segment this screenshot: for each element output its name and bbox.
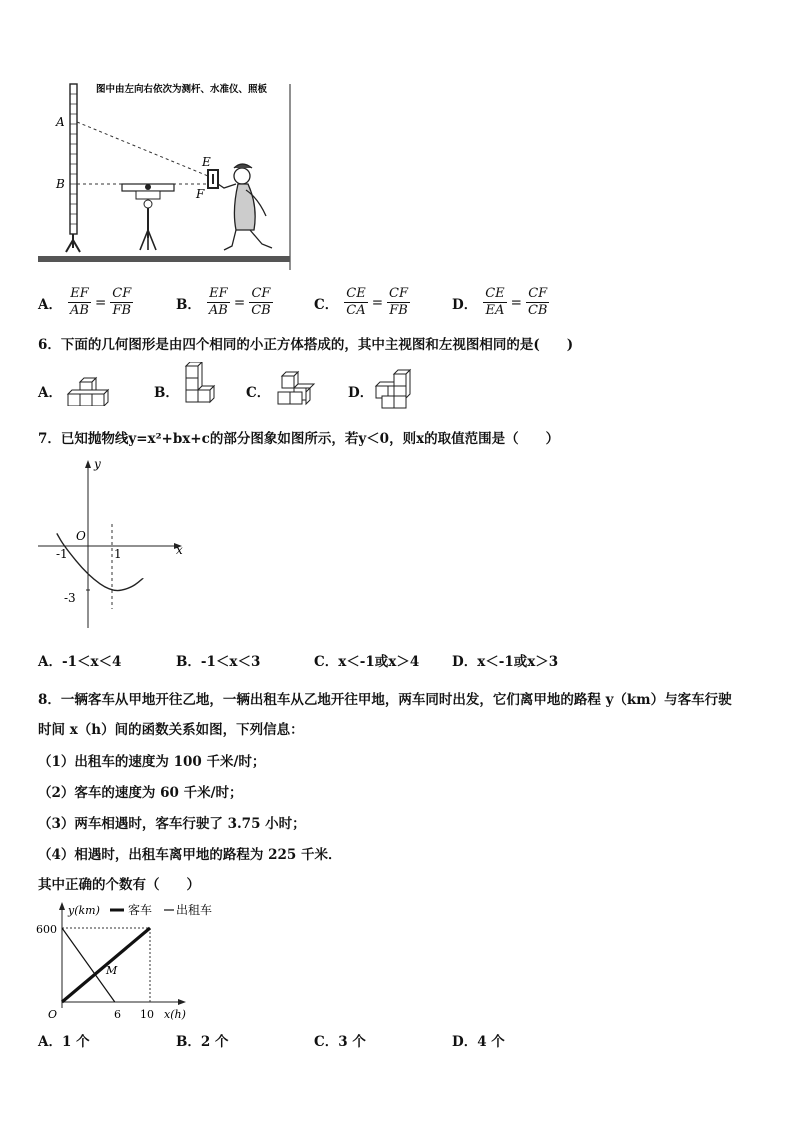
q6-option-a-label: A． bbox=[38, 385, 62, 401]
q6-option-d-cubes bbox=[372, 366, 418, 410]
point-a-label: A bbox=[56, 115, 65, 129]
q8-y-axis-label: y(km) bbox=[68, 904, 100, 917]
q7-option-a: A．-1＜x＜4 bbox=[38, 654, 122, 670]
q8-x6-label: 6 bbox=[114, 1008, 121, 1020]
q7-parabola-curve bbox=[57, 533, 143, 590]
sight-line-a bbox=[77, 122, 208, 176]
q6-option-c-label: C． bbox=[246, 385, 271, 401]
q7-neg-three-label: -3 bbox=[64, 591, 76, 605]
q8-item-2: （2）客车的速度为 60 千米/时； bbox=[38, 785, 243, 801]
q6-option-c-cubes bbox=[274, 368, 318, 408]
q8-meet-label: M bbox=[106, 964, 118, 977]
q7-option-b: B．-1＜x＜3 bbox=[176, 654, 261, 670]
q7-x-label: x bbox=[176, 543, 183, 557]
q8-question: 其中正确的个数有（ ） bbox=[38, 877, 200, 893]
q5-option-c: C． $\frac{CE}{CA}$ = $\frac{CF}{FB}$ bbox=[314, 286, 408, 318]
q8-stem-line2: 时间 x（h）间的函数关系如图，下列信息： bbox=[38, 722, 304, 738]
q5-figure bbox=[36, 80, 292, 272]
q8-option-d: D．4 个 bbox=[452, 1034, 505, 1050]
q5-illustration bbox=[36, 80, 292, 272]
surveyor-person bbox=[218, 164, 272, 250]
q5-figure-caption: 图中由左向右依次为测杆、水准仪、照板 bbox=[96, 84, 268, 95]
q5-option-a: A． $\frac{EF}{AB}$ = $\frac{CF}{FB}$ bbox=[38, 286, 132, 318]
q5-option-b: B． $\frac{EF}{AB}$ = $\frac{CF}{CB}$ bbox=[176, 286, 271, 318]
ground bbox=[38, 256, 290, 262]
q6-option-b-label: B． bbox=[154, 385, 179, 401]
q7-neg-one-label: -1 bbox=[56, 547, 68, 561]
q8-origin-label: O bbox=[48, 1008, 58, 1020]
q6-option-d-label: D． bbox=[348, 385, 374, 401]
q7-option-d: D．x＜-1或x＞3 bbox=[452, 654, 559, 670]
q8-option-b: B．2 个 bbox=[176, 1034, 229, 1050]
q6-option-b-cubes bbox=[182, 362, 218, 410]
q8-distance-time-graph bbox=[34, 898, 230, 1020]
q7-option-c: C．x＜-1或x＞4 bbox=[314, 654, 420, 670]
q8-x-axis-label: x(h) bbox=[164, 1008, 186, 1020]
q7-y-label: y bbox=[94, 457, 101, 471]
q8-x10-label: 10 bbox=[140, 1008, 154, 1020]
q8-y600-label: 600 bbox=[36, 923, 57, 936]
measuring-pole bbox=[70, 84, 77, 234]
q7-origin-label: O bbox=[76, 529, 86, 543]
q8-item-3: （3）两车相遇时，客车行驶了 3.75 小时； bbox=[38, 816, 306, 832]
q8-item-4: （4）相遇时，出租车离甲地的路程为 225 千米． bbox=[38, 847, 342, 863]
q8-legend-taxi: 出租车 bbox=[176, 903, 213, 917]
q8-option-c: C．3 个 bbox=[314, 1034, 366, 1050]
q8-legend-bus: 客车 bbox=[128, 903, 153, 917]
q6-option-a-cubes bbox=[66, 370, 112, 406]
q7-one-label: 1 bbox=[114, 547, 122, 561]
point-e-label: E bbox=[202, 155, 211, 169]
point-b-label: B bbox=[56, 177, 65, 191]
q8-option-a: A．1 个 bbox=[38, 1034, 90, 1050]
q7-parabola-graph bbox=[36, 454, 192, 632]
point-f-label: F bbox=[196, 187, 205, 201]
q8-item-1: （1）出租车的速度为 100 千米/时； bbox=[38, 754, 266, 770]
q8-stem-line1: 8．一辆客车从甲地开往乙地，一辆出租车从乙地开往甲地，两车同时出发，它们离甲地的路程 y（km）与客车行驶 bbox=[38, 692, 732, 708]
q7-stem: 7．已知抛物线y=x²+bx+c的部分图象如图所示，若y＜0，则x的取值范围是（ ） bbox=[38, 431, 560, 447]
q6-stem: 6．下面的几何图形是由四个相同的小正方体搭成的，其中主视图和左视图相同的是( ) bbox=[38, 337, 574, 353]
q5-option-d: D． $\frac{CE}{EA}$ = $\frac{CF}{CB}$ bbox=[452, 286, 548, 318]
